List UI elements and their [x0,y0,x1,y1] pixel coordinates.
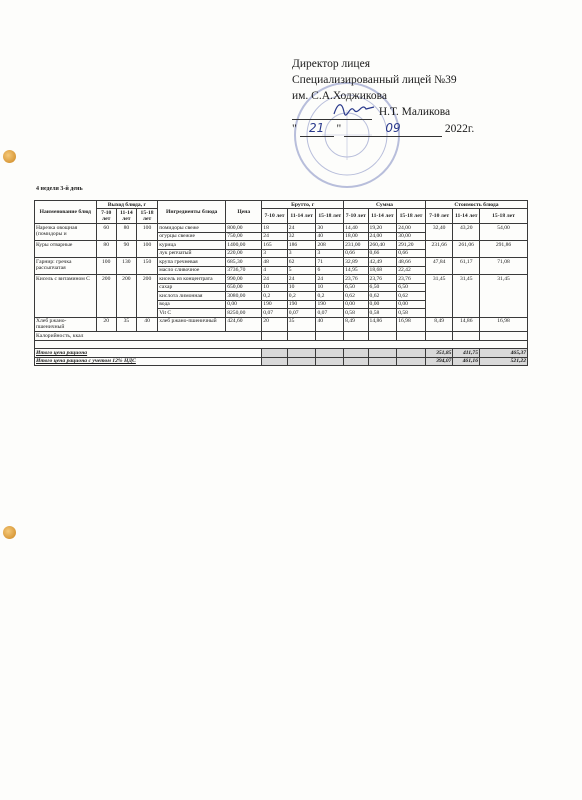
total-value: 521,22 [480,357,528,365]
date-line [292,120,552,137]
ingredient-price: 800,00 [226,224,262,232]
sum-value: 42,49 [368,258,397,266]
col-header-ingredients: Ингредиенты блюда [158,201,226,224]
dish-cost: 32,40 [425,224,453,241]
ingredient-name: крупа гречневая [158,258,226,266]
total-label: Итого цена рациона [35,349,262,357]
ingredient-name: Vit C [158,309,226,317]
spacer-row [35,340,528,348]
dish-name: Нарезка овощная (помидоры и [35,224,97,241]
dish-output: 100 [136,224,157,241]
sum-value: 22,42 [397,266,426,274]
dish-output: 100 [136,241,157,258]
brutto-value: 0,2 [287,292,316,300]
dish-cost: 16,98 [480,317,528,332]
brutto-value: 6 [316,266,344,274]
dish-output: 200 [136,275,157,317]
brutto-value: 30 [316,224,344,232]
table-row [35,224,528,232]
date-day: 21 [300,120,334,137]
sum-value: 0,58 [397,309,426,317]
dish-output: 200 [96,275,116,317]
brutto-value: 10 [287,283,316,291]
age-header: 7-10 лет [425,209,453,224]
dish-output: 90 [116,241,136,258]
total-blank-cell [397,349,426,357]
ingredient-price: 3080,00 [226,292,262,300]
table-row [35,241,528,249]
calories-cell [397,332,426,340]
ingredient-price: 990,00 [226,275,262,283]
age-header: 11-14 лет [287,209,316,224]
brutto-value: 62 [287,258,316,266]
brutto-value: 165 [262,241,287,249]
dish-output: 150 [136,258,157,275]
signature-line [292,104,552,120]
dish-output: 60 [96,224,116,241]
ingredient-name: масло сливочное [158,266,226,274]
col-header-price: Цена [226,201,262,224]
ingredient-price: 650,00 [226,283,262,291]
age-header: 7-10 лет [344,209,368,224]
sum-value: 0,00 [344,300,368,308]
calories-row [35,332,528,340]
sum-value: 0,00 [397,300,426,308]
age-header: 7-10 лет [262,209,287,224]
signer-name: Н.Т. Маликова [378,106,451,118]
ingredient-name: вода [158,300,226,308]
ingredient-price: 8250,00 [226,309,262,317]
brutto-value: 0,2 [316,292,344,300]
approval-header [292,56,552,137]
sum-value: 0,62 [344,292,368,300]
sum-value: 23,76 [368,275,397,283]
sum-value: 231,00 [344,241,368,249]
date-month: 09 [344,120,442,137]
dish-name: Гарнир: гречка рассыпчатая [35,258,97,275]
ingredient-name: сахар [158,283,226,291]
col-header-cost: Стоимость блюда [425,201,527,209]
menu-day-caption: 4 неделя 3-й день [36,186,83,192]
sum-value: 6,50 [397,283,426,291]
sum-value: 23,76 [397,275,426,283]
dish-cost: 31,45 [453,275,480,317]
sum-value: 14,40 [344,224,368,232]
col-header-output: Выход блюда, г [96,201,158,209]
brutto-value: 3 [316,249,344,257]
calories-cell [368,332,397,340]
calories-cell [480,332,528,340]
sum-value: 6,50 [344,283,368,291]
sum-value: 260,40 [368,241,397,249]
dish-cost: 261,06 [453,241,480,258]
dish-cost: 14,86 [453,317,480,332]
ingredient-name: огурцы свежие [158,232,226,240]
sum-value: 14,95 [344,266,368,274]
total-vat-row [35,357,528,365]
sum-value: 0,66 [397,249,426,257]
ingredient-name: курица [158,241,226,249]
sum-value: 0,00 [368,300,397,308]
sum-value: 14,86 [368,317,397,332]
dish-cost: 71,08 [480,258,528,275]
ingredient-price: 1400,00 [226,241,262,249]
brutto-value: 24 [262,275,287,283]
ingredient-price: 0,00 [226,300,262,308]
brutto-value: 4 [262,266,287,274]
sum-value: 0,62 [368,292,397,300]
sum-value: 0,66 [368,249,397,257]
total-value: 411,75 [453,349,480,357]
ingredient-name: помидоры свеже [158,224,226,232]
sum-value: 18,00 [344,232,368,240]
table-row [35,275,528,283]
date-open-quote: " [292,123,297,135]
sum-value: 16,98 [397,317,426,332]
ingredient-price: 220,00 [226,249,262,257]
brutto-value: 71 [316,258,344,266]
dish-output: 35 [116,317,136,332]
calories-cell [262,332,287,340]
dish-output: 80 [96,241,116,258]
sum-value: 48,66 [397,258,426,266]
ingredient-name: кисель из концентрата [158,275,226,283]
brutto-value: 0,2 [262,292,287,300]
col-header-sum: Сумма [344,201,426,209]
brutto-value: 208 [316,241,344,249]
header-line-3: им. С.А.Ходжикова [292,90,387,102]
dish-cost: 8,49 [425,317,453,332]
header-line-2: Специализированный лицей №39 [292,74,457,86]
ingredient-name: хлеб ржано-пшеничный [158,317,226,332]
header-line-1: Директор лицея [292,58,370,70]
calories-cell [453,332,480,340]
total-blank-cell [316,349,344,357]
date-year: 2022г. [444,123,475,135]
total-blank-cell [344,357,368,365]
dish-cost: 54,00 [480,224,528,241]
total-blank-cell [287,357,316,365]
col-header-brutto: Брутто, г [262,201,344,209]
dish-name: Хлеб ржано-пшеничный [35,317,97,332]
table-row [35,317,528,332]
brutto-value: 24 [262,232,287,240]
sum-value: 0,58 [368,309,397,317]
brutto-value: 35 [287,317,316,332]
sum-value: 0,66 [344,249,368,257]
total-row [35,349,528,357]
brutto-value: 190 [316,300,344,308]
ingredient-price: 3736,70 [226,266,262,274]
age-header: 15-18 лет [397,209,426,224]
dish-cost: 291,86 [480,241,528,258]
total-blank-cell [262,349,287,357]
ingredient-price: 750,00 [226,232,262,240]
age-header: 11-14 лет [368,209,397,224]
brutto-value: 24 [287,224,316,232]
sum-value: 0,62 [397,292,426,300]
punch-hole-bottom [3,526,16,539]
brutto-value: 0,07 [287,309,316,317]
dish-output: 40 [136,317,157,332]
sum-value: 8,49 [344,317,368,332]
dish-output: 20 [96,317,116,332]
total-blank-cell [344,349,368,357]
calories-cell [287,332,316,340]
sum-value: 18,68 [368,266,397,274]
dish-output: 100 [96,258,116,275]
date-close-quote: " [336,123,342,135]
sum-value: 30,00 [397,232,426,240]
age-header: 15-18 лет [480,209,528,224]
total-value: 465,37 [480,349,528,357]
total-value: 461,16 [453,357,480,365]
dish-cost: 231,66 [425,241,453,258]
brutto-value: 190 [287,300,316,308]
brutto-value: 40 [316,317,344,332]
handwritten-signature [332,100,376,118]
spacer-cell [35,340,528,348]
ingredient-name: лук репчатый [158,249,226,257]
total-blank-cell [316,357,344,365]
dish-output: 200 [116,275,136,317]
brutto-value: 48 [262,258,287,266]
calories-cell [425,332,453,340]
brutto-value: 20 [262,317,287,332]
calories-cell [344,332,368,340]
brutto-value: 0,07 [262,309,287,317]
brutto-value: 18 [262,224,287,232]
brutto-value: 24 [316,275,344,283]
brutto-value: 10 [316,283,344,291]
dish-name: Кисель с витамином С [35,275,97,317]
ingredient-price: 424,60 [226,317,262,332]
sum-value: 24,00 [397,224,426,232]
brutto-value: 3 [262,249,287,257]
ingredient-price: 685,30 [226,258,262,266]
dish-cost: 47,84 [425,258,453,275]
menu-cost-table [34,200,528,366]
brutto-value: 40 [316,232,344,240]
brutto-value: 32 [287,232,316,240]
age-header: 15-18 лет [316,209,344,224]
age-header: 11-14 лет [116,209,136,224]
sum-value: 291,20 [397,241,426,249]
dish-cost: 43,20 [453,224,480,241]
sum-value: 32,89 [344,258,368,266]
total-label: Итого цена рациона с учетом 12% НДС [35,357,262,365]
dish-cost: 31,45 [425,275,453,317]
brutto-value: 190 [262,300,287,308]
sum-value: 23,76 [344,275,368,283]
menu-table-body [35,224,528,366]
table-row [35,258,528,266]
brutto-value: 24 [287,275,316,283]
total-blank-cell [368,357,397,365]
brutto-value: 186 [287,241,316,249]
age-header: 11-14 лет [453,209,480,224]
sum-value: 19,20 [368,224,397,232]
total-blank-cell [397,357,426,365]
age-header: 15-18 лет [136,209,157,224]
age-header: 7-10 лет [96,209,116,224]
total-blank-cell [287,349,316,357]
dish-output: 80 [116,224,136,241]
punch-hole-top [3,150,16,163]
brutto-value: 5 [287,266,316,274]
dish-name: Куры отварные [35,241,97,258]
calories-label: Калорийность, ккал [35,332,262,340]
brutto-value: 10 [262,283,287,291]
total-blank-cell [262,357,287,365]
sum-value: 6,50 [368,283,397,291]
total-value: 351,85 [425,349,453,357]
sum-value: 24,00 [368,232,397,240]
sum-value: 0,58 [344,309,368,317]
dish-cost: 31,45 [480,275,528,317]
dish-output: 130 [116,258,136,275]
brutto-value: 3 [287,249,316,257]
ingredient-name: кислота лимонная [158,292,226,300]
calories-cell [316,332,344,340]
dish-cost: 61,17 [453,258,480,275]
total-value: 394,07 [425,357,453,365]
brutto-value: 0,07 [316,309,344,317]
col-header-name: Наименование блюд [35,201,97,224]
total-blank-cell [368,349,397,357]
